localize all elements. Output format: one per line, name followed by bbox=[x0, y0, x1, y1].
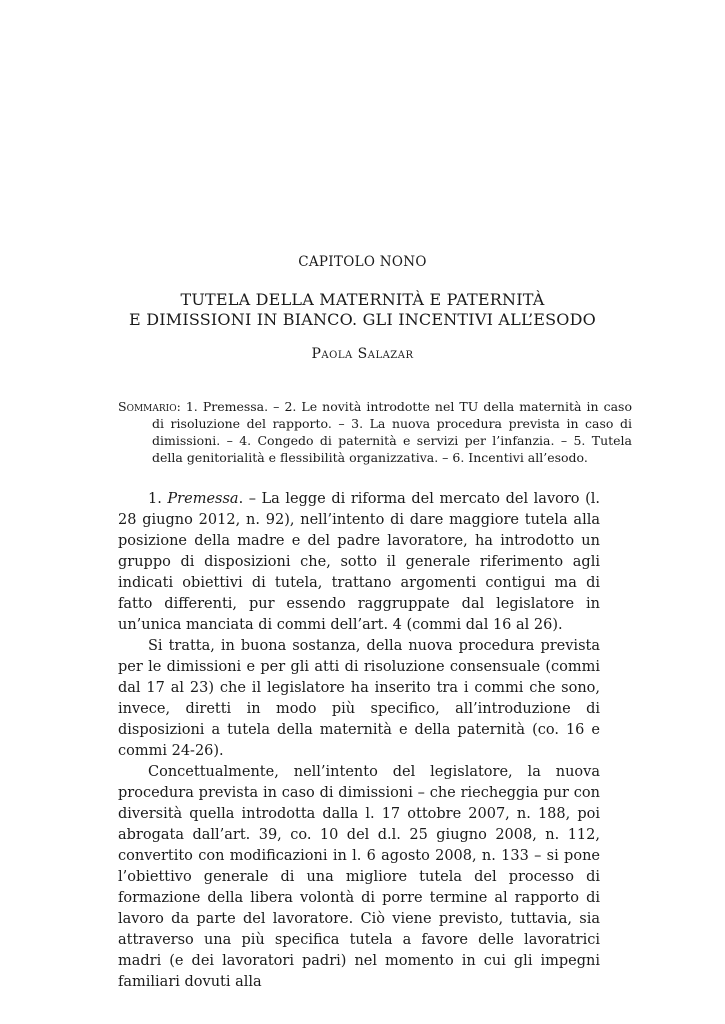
body-text bbox=[118, 489, 600, 993]
paragraph-3: Concettualmente, nell’intento del legislatore, la nuova procedura prevista in caso di dimissioni – che riecheggia pur con diversità quella introdotta dalla l. 17 ottobre 2007, n. 188, poi abrogata dall’art. 39, co. 10 del d.l. 25 giugno 2008, n. 112, convertito con modificazioni in l. 6 agosto 2008, n. 133 – si pone l’obiettivo generale di una migliore tutela del processo di formazione della libera volontà di porre termine al rapporto di lavoro da parte del lavoratore. Ciò viene previsto, tuttavia, sia attraverso una più specifica tutela a favore delle lavoratrici madri (e dei lavoratori padri) nel momento in cui gli impegni familiari dovuti alla bbox=[118, 764, 600, 990]
section-heading: Premessa bbox=[167, 491, 239, 507]
summary-label: Sommario: bbox=[118, 399, 181, 414]
paragraph-1 bbox=[118, 489, 600, 636]
chapter-title-line-1: TUTELA DELLA MATERNITÀ E PATERNITÀ bbox=[180, 290, 545, 309]
chapter-title-line-2: E DIMISSIONI IN BIANCO. GLI INCENTIVI ALL’ESODO bbox=[129, 310, 596, 329]
chapter-title bbox=[0, 290, 725, 330]
paragraph-2: Si tratta, in buona sostanza, della nuova procedura prevista per le dimissioni e per gli atti di risoluzione consensuale (commi dal 17 al 23) che il legislatore ha inserito tra i commi che sono, invece, diretti in modo più specifico, all’introduzione di disposizioni a tutela della maternità e della paternità (co. 16 e commi 24-26). bbox=[118, 638, 600, 759]
author-name: Paola Salazar bbox=[311, 346, 414, 362]
section-number: 1. bbox=[148, 491, 162, 507]
paragraph-1-text: . – La legge di riforma del mercato del lavoro (l. 28 giugno 2012, n. 92), nell’intento di dare maggiore tutela alla posizione della madre e del padre lavoratore, ha introdotto un gruppo di disposizioni che, sotto il generale riferimento agli indicati obiettivi di tutela, trattano argomenti contigui ma di fatto differenti, pur essendo raggruppate dal legislatore in un’unica manciata di commi dell’art. 4 (commi dal 16 al 26). bbox=[118, 491, 601, 633]
chapter-label: CAPITOLO NONO bbox=[298, 254, 427, 270]
summary bbox=[118, 398, 632, 466]
summary-text: 1. Premessa. – 2. Le novità introdotte nel TU della maternità in caso di risoluzione del rapporto. – 3. La nuova procedura prevista in caso di dimissioni. – 4. Congedo di paternità e servizi per l’infanzia. – 5. Tutela della genitorialità e flessibilità organizzativa. – 6. Incentivi all’esodo. bbox=[152, 399, 632, 465]
